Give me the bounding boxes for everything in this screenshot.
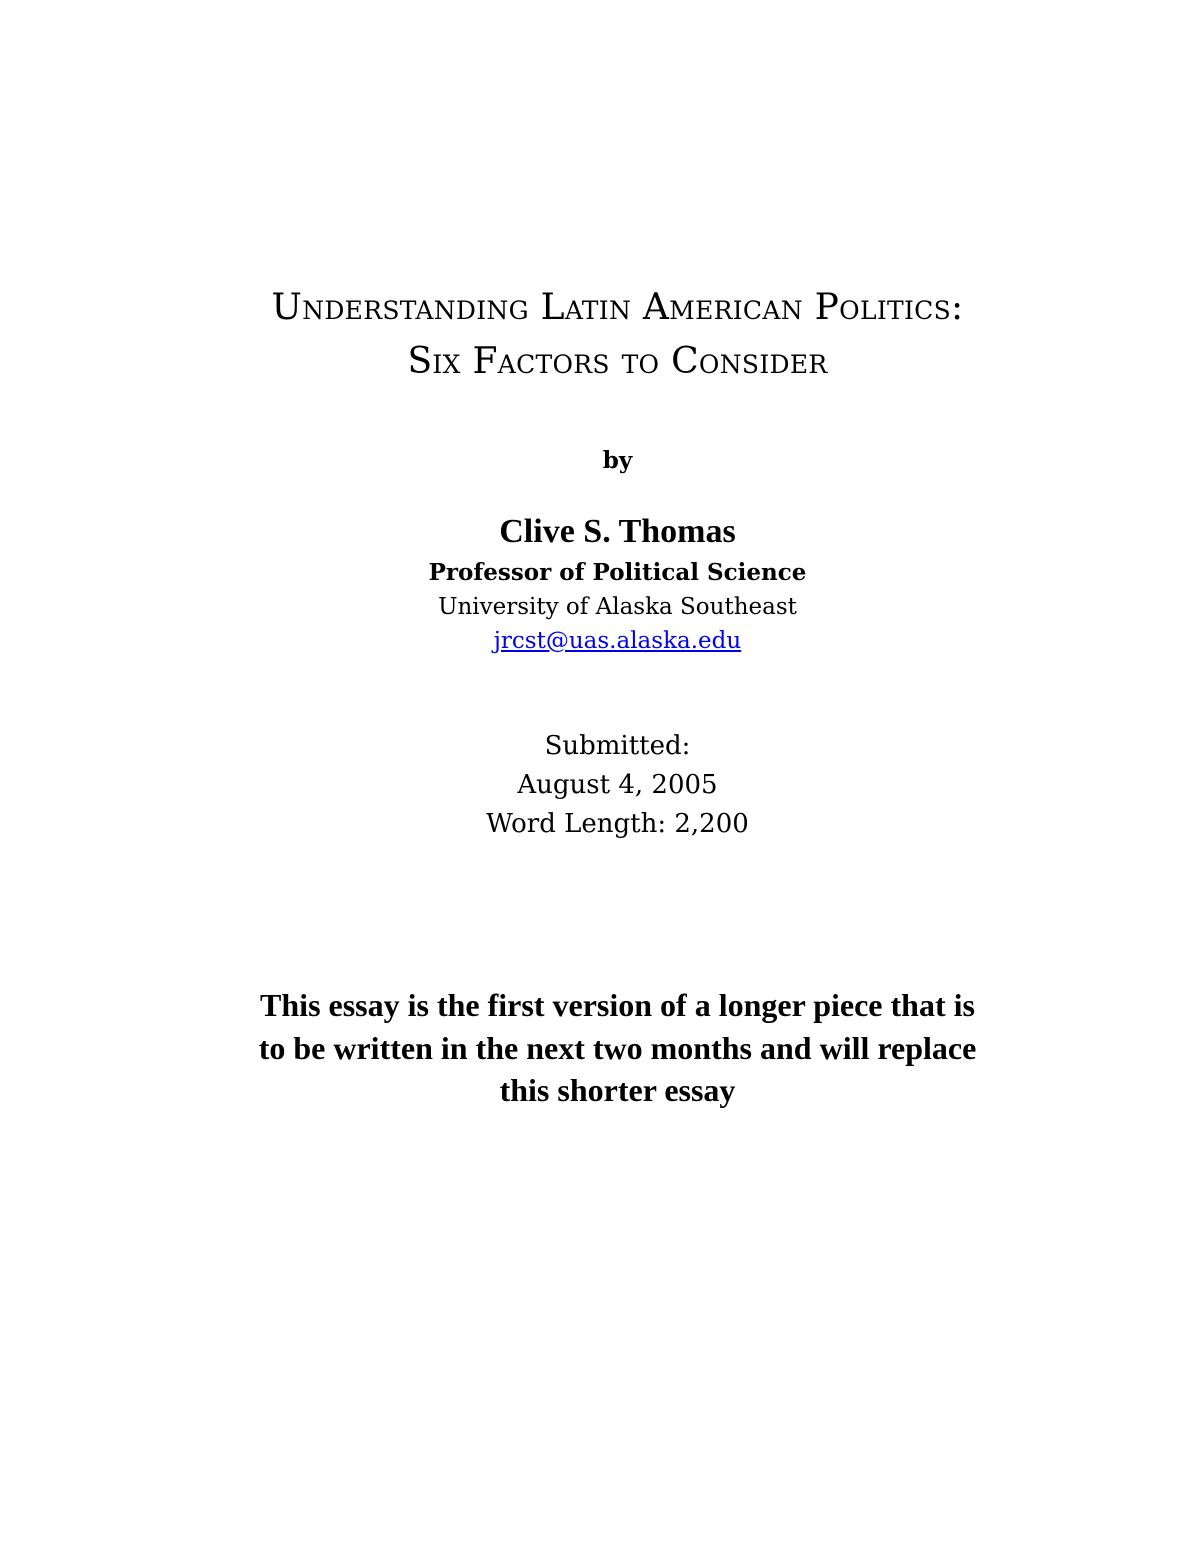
author-email-link[interactable]: jrcst@uas.alaska.edu <box>493 628 742 654</box>
byline: by <box>602 447 633 474</box>
title-line-2: Six Factors to Consider <box>407 341 828 382</box>
note-line-2: to be written in the next two months and will replace <box>258 1030 977 1066</box>
submitted-date: August 4, 2005 <box>517 770 718 800</box>
title-line-1: Understanding Latin American Politics: <box>271 287 964 328</box>
note-line-1: This essay is the first version of a longer piece that is <box>260 987 975 1023</box>
submitted-label: Submitted: <box>544 731 691 761</box>
note-line-3: this shorter essay <box>499 1072 736 1108</box>
word-length: Word Length: 2,200 <box>486 809 749 839</box>
author-email-line <box>0 626 1200 656</box>
author-title: Professor of Political Science <box>428 559 807 586</box>
author-institution: University of Alaska Southeast <box>438 594 797 620</box>
author-name: Clive S. Thomas <box>499 513 736 550</box>
